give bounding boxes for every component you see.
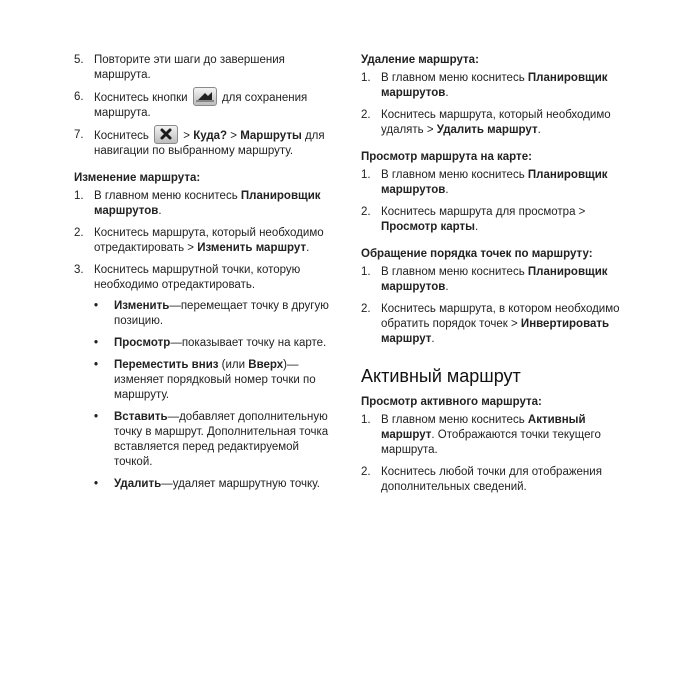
step-text-cont: .	[537, 124, 541, 136]
reverse-route-heading: Обращение порядка точек по маршруту:	[361, 248, 593, 260]
step-bold: Планировщик маршрутов	[381, 169, 608, 196]
bullet-item	[94, 358, 338, 403]
step-text: Повторите эти шаги до завершения маршрута.	[94, 54, 285, 81]
edit-route-heading: Изменение маршрута:	[74, 172, 201, 185]
step-number: 3.	[74, 264, 84, 277]
view-active-route-heading: Просмотр активного маршрута:	[361, 396, 542, 408]
view-route-heading: Просмотр маршрута на карте:	[361, 151, 532, 163]
bullet-bold: Изменить	[114, 300, 170, 313]
step-number: 1.	[74, 190, 84, 203]
step-text-cont: .	[445, 184, 449, 196]
save-route-icon	[193, 87, 217, 106]
routes-label: Маршруты	[240, 130, 302, 143]
step-bold: Планировщик маршрутов	[381, 266, 608, 293]
bullet-bold: Вставить	[114, 411, 168, 424]
bullet-item	[94, 336, 338, 351]
delete-step-2	[361, 108, 623, 138]
active-step-2	[361, 465, 623, 495]
step-7	[74, 128, 338, 159]
step-bold: Активный маршрут	[381, 414, 586, 441]
where-to-label: Куда?	[193, 130, 228, 143]
bullet-dot: •	[94, 300, 99, 313]
bullet-item	[94, 477, 338, 492]
bullet-text: )—изменяет порядковый номер точки по маршруту.	[114, 359, 316, 402]
edit-options-list	[94, 299, 338, 492]
step-text: В главном меню коснитесь	[94, 190, 241, 203]
reverse-route-steps	[361, 265, 623, 347]
bullet-dot: •	[94, 478, 99, 491]
step-bold: Удалить маршрут	[436, 124, 538, 136]
step-6	[74, 90, 338, 121]
bullet-item	[94, 410, 338, 470]
step-text-cont: . Отображаются точки текущего маршрута.	[381, 429, 601, 456]
step-text: Коснитесь маршрута для просмотра >	[381, 206, 586, 218]
bullet-bold: Удалить	[114, 478, 162, 491]
step-bold: Изменить маршрут	[197, 242, 307, 255]
close-x-icon	[154, 125, 178, 144]
active-route-title: Активный маршрут	[361, 366, 521, 386]
bullet-dot: •	[94, 359, 99, 372]
step-number: 1.	[361, 72, 371, 84]
step-text: В главном меню коснитесь	[381, 414, 528, 426]
bullet-text: —добавляет дополнительную точку в маршрут. Дополнительная точка вставляется перед редактируемой точкой.	[114, 411, 329, 469]
step-text-cont: .	[431, 333, 435, 345]
view-step-1	[361, 168, 623, 198]
right-column	[361, 53, 623, 502]
step-number: 2.	[361, 206, 371, 218]
step-bold: Планировщик маршрутов	[94, 190, 321, 218]
step-text: Коснитесь маршрута, в котором необходимо обратить порядок точек >	[381, 303, 620, 330]
bullet-dot: •	[94, 411, 99, 424]
reverse-step-1	[361, 265, 623, 295]
step-text-cont: .	[445, 87, 449, 99]
step-bold: Инвертировать маршрут	[381, 318, 610, 345]
step-number: 2.	[361, 466, 371, 478]
view-step-2	[361, 205, 623, 235]
step-text-cont: для навигации по выбранному маршруту.	[94, 130, 325, 158]
separator: >	[227, 130, 241, 143]
step-number: 1.	[361, 414, 371, 426]
step-text-cont: .	[158, 205, 162, 218]
step-text-cont: .	[474, 221, 479, 233]
bullet-text: (или	[218, 359, 249, 372]
step-text: В главном меню коснитесь	[381, 169, 528, 181]
step-5	[74, 53, 338, 83]
delete-route-heading: Удаление маршрута:	[361, 54, 479, 66]
step-text: Коснитесь	[94, 130, 149, 143]
bullet-bold: Просмотр	[114, 337, 171, 350]
step-number: 1.	[361, 169, 371, 181]
active-route-steps	[361, 413, 623, 495]
left-column	[74, 53, 338, 499]
step-number: 1.	[361, 266, 371, 278]
delete-route-steps	[361, 71, 623, 138]
bullet-dot: •	[94, 337, 99, 350]
edit-step-1	[74, 189, 338, 219]
edit-step-2	[74, 226, 338, 256]
delete-step-1	[361, 71, 623, 101]
step-number: 7.	[74, 129, 84, 142]
edit-route-steps	[74, 189, 338, 492]
intro-steps	[74, 53, 338, 159]
bullet-text: —удаляет маршрутную точку.	[161, 478, 320, 491]
bullet-bold: Переместить вниз	[114, 359, 219, 372]
step-text: Коснитесь маршрута, который необходимо удалять >	[381, 109, 611, 136]
step-text: В главном меню коснитесь	[381, 266, 528, 278]
bullet-bold: Вверх	[248, 359, 284, 372]
step-text: Коснитесь маршрутной точки, которую необходимо отредактировать.	[94, 264, 301, 292]
active-step-1	[361, 413, 623, 458]
step-number: 5.	[74, 54, 84, 66]
step-text: Коснитесь кнопки	[94, 92, 188, 105]
step-number: 6.	[74, 91, 84, 103]
step-number: 2.	[74, 227, 84, 240]
step-number: 2.	[361, 303, 371, 315]
step-text: Коснитесь любой точки для отображения дополнительных сведений.	[381, 466, 602, 493]
step-bold: Просмотр карты	[381, 221, 475, 233]
separator: >	[180, 130, 194, 143]
step-bold: Планировщик маршрутов	[381, 72, 608, 99]
bullet-text: —показывает точку на карте.	[170, 337, 327, 350]
bullet-item	[94, 299, 338, 329]
step-text-cont: .	[445, 281, 449, 293]
step-number: 2.	[361, 109, 371, 121]
edit-step-3	[74, 263, 338, 492]
view-route-steps	[361, 168, 623, 235]
step-text-cont: .	[306, 242, 310, 255]
step-text: Коснитесь маршрута, который необходимо отредактировать >	[94, 227, 324, 255]
reverse-step-2	[361, 302, 623, 347]
step-text-cont: для сохранения маршрута.	[94, 92, 308, 120]
bullet-text: —перемещает точку в другую позицию.	[114, 300, 329, 328]
step-text: В главном меню коснитесь	[381, 72, 528, 84]
